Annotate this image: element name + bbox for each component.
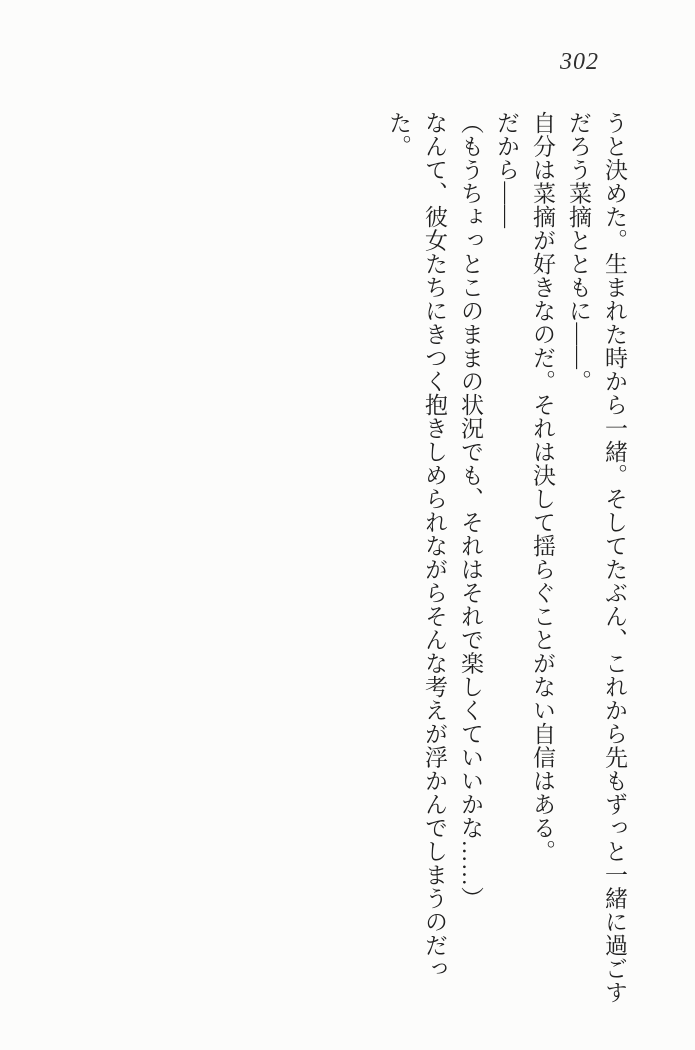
- text-line-4: だから――: [494, 111, 519, 229]
- text-line-3: 自分は菜摘が好きなのだ。それは決して揺らぐことがない自信はある。: [530, 111, 555, 863]
- page-number: 302: [560, 49, 599, 75]
- text-line-7: た。: [386, 111, 411, 158]
- text-line-2: だろう菜摘とともに――。: [566, 111, 591, 393]
- text-line-6: なんて、彼女たちにきつく抱きしめられながらそんな考えが浮かんでしまうのだっ: [422, 111, 447, 981]
- vertical-text-block: [380, 111, 632, 1050]
- text-line-1: うと決めた。生まれた時から一緒。そしてたぶん、これから先もずっと一緒に過ごす: [602, 111, 627, 1004]
- text-line-5: （もうちょっとこのままの状況でも、それはそれで楽しくていいかな……）: [458, 111, 483, 910]
